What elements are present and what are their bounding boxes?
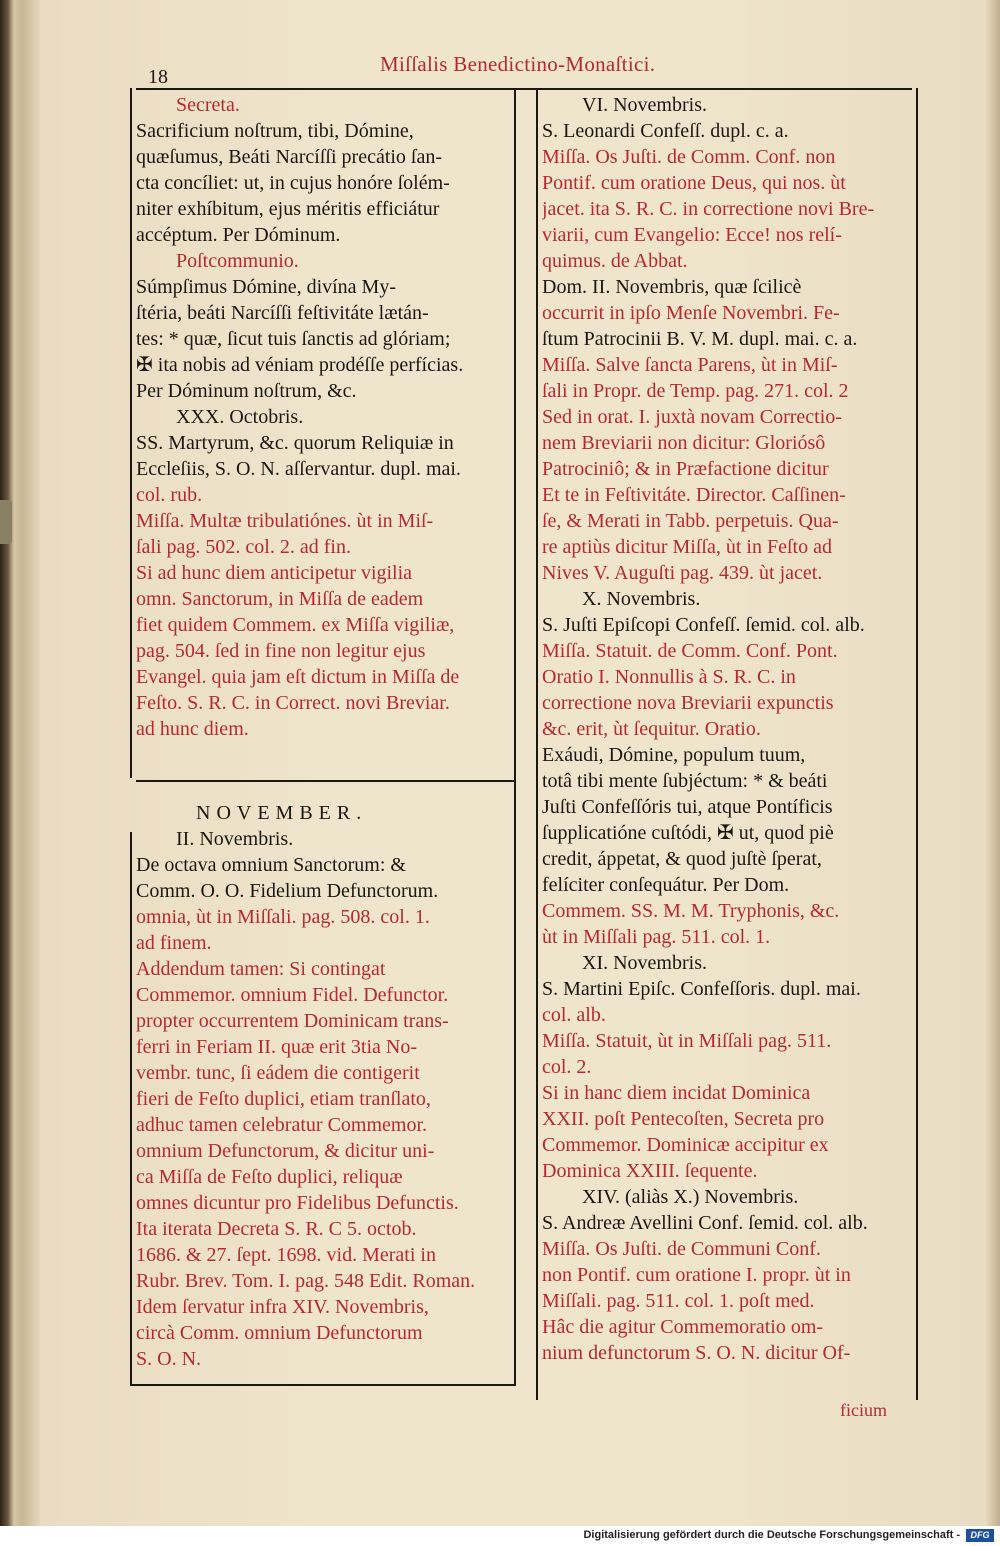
footer-credit: Digitalisierung gefördert durch die Deutsche Forschungsgemeinschaft - xyxy=(583,1529,960,1541)
text-line: credit, áppetat, & quod juſtè ſperat, xyxy=(542,848,822,870)
text-line: S. Juſti Epiſcopi Confeſſ. ſemid. col. alb. xyxy=(542,614,865,636)
text-line: col. rub. xyxy=(136,484,203,506)
text-line: Feſto. S. R. C. in Correct. novi Breviar. xyxy=(136,692,450,714)
text-line: tes: * quæ, ſicut tuis ſanctis ad glóriam; xyxy=(136,328,451,350)
left-bottom-frame-bottom-rule xyxy=(130,1384,516,1386)
text-line: Miſſa. Statuit, ùt in Miſſali pag. 511. xyxy=(542,1030,832,1052)
left-bottom-frame-left-rule xyxy=(130,832,132,1386)
text-line: ſupplicatióne cuſtódi, ✠ ut, quod piè xyxy=(542,822,834,844)
left-column-bottom-text xyxy=(136,800,511,1372)
text-line: propter occurrentem Dominicam trans- xyxy=(136,1010,449,1032)
text-line: ad finem. xyxy=(136,932,212,954)
text-line: Nives V. Auguſti pag. 439. ùt jacet. xyxy=(542,562,823,584)
book-spine-edge xyxy=(0,0,40,1526)
text-line: Oratio I. Nonnullis à S. R. C. in xyxy=(542,666,796,688)
text-line: VI. Novembris. xyxy=(582,94,707,116)
text-line: Si in hanc diem incidat Dominica xyxy=(542,1082,811,1104)
text-line: II. Novembris. xyxy=(176,828,294,850)
text-line: Sacrificium noſtrum, tibi, Dómine, xyxy=(136,120,414,142)
text-line: nem Breviarii non dicitur: Gloriósô xyxy=(542,432,826,454)
text-line: Commem. SS. M. M. Tryphonis, &c. xyxy=(542,900,840,922)
text-line: correctione nova Breviarii expunctis xyxy=(542,692,834,714)
page-clip xyxy=(0,500,12,544)
text-line: Secreta. xyxy=(176,94,240,116)
text-line: jacet. ita S. R. C. in correctione novi Bre- xyxy=(542,198,875,220)
text-line: occurrit in ipſo Menſe Novembri. Fe- xyxy=(542,302,840,324)
text-line: Exáudi, Dómine, populum tuum, xyxy=(542,744,806,766)
text-line: Commemor. Dominicæ accipitur ex xyxy=(542,1134,829,1156)
text-line: omn. Sanctorum, in Miſſa de eadem xyxy=(136,588,424,610)
text-line: Poſtcommunio. xyxy=(176,250,299,272)
text-line: non Pontif. cum oratione I. propr. ùt in xyxy=(542,1264,851,1286)
text-line: Ita iterata Decreta S. R. C 5. octob. xyxy=(136,1218,417,1240)
text-line: ſali pag. 502. col. 2. ad fin. xyxy=(136,536,351,558)
text-line: fieri de Feſto duplici, etiam tranſlato, xyxy=(136,1088,431,1110)
text-line: XXX. Octobris. xyxy=(176,406,304,428)
text-line: Rubr. Brev. Tom. I. pag. 548 Edit. Roman. xyxy=(136,1270,476,1292)
text-line: Pontif. cum oratione Deus, qui nos. ùt xyxy=(542,172,846,194)
text-line: accéptum. Per Dóminum. xyxy=(136,224,341,246)
text-line: Comm. O. O. Fidelium Defunctorum. xyxy=(136,880,439,902)
text-line: omnium Defunctorum, & dicitur uni- xyxy=(136,1140,435,1162)
text-line: Eccleſiis, S. O. N. aſſervantur. dupl. mai. xyxy=(136,458,461,480)
text-line: Per Dóminum noſtrum, &c. xyxy=(136,380,357,402)
text-line: Sed in orat. I. juxtà novam Correctio- xyxy=(542,406,842,428)
text-line: Miſſa. Os Juſti. de Comm. Conf. non xyxy=(542,146,836,168)
left-column-left-rule xyxy=(130,88,132,778)
text-line: De octava omnium Sanctorum: & xyxy=(136,854,406,876)
text-line: Súmpſimus Dómine, divína My- xyxy=(136,276,396,298)
text-line: ùt in Miſſali pag. 511. col. 1. xyxy=(542,926,771,948)
text-line: Hâc die agitur Commemoratio om- xyxy=(542,1316,824,1338)
running-head: Miſſalis Benedictino-Monaſtici. xyxy=(380,52,656,76)
text-line: SS. Martyrum, &c. quorum Reliquiæ in xyxy=(136,432,454,454)
text-line: omnes dicuntur pro Fidelibus Defunctis. xyxy=(136,1192,459,1214)
text-line: felíciter conſequátur. Per Dom. xyxy=(542,874,790,896)
text-line: fiet quidem Commem. ex Miſſa vigiliæ, xyxy=(136,614,455,636)
page-fore-edge xyxy=(986,0,1000,1526)
text-line: pag. 504. ſed in fine non legitur ejus xyxy=(136,640,426,662)
text-line: vembr. tunc, ſi eádem die contigerit xyxy=(136,1062,420,1084)
text-line: S. Leonardi Confeſſ. dupl. c. a. xyxy=(542,120,789,142)
text-line: re aptiùs dicitur Miſſa, ùt in Feſto ad xyxy=(542,536,832,558)
text-line: ſe, & Merati in Tabb. perpetuis. Qua- xyxy=(542,510,839,532)
text-line: ſtum Patrocinii B. V. M. dupl. mai. c. a. xyxy=(542,328,858,350)
section-divider-rule xyxy=(136,780,514,782)
text-line: Miſſa. Salve ſancta Parens, ùt in Miſ- xyxy=(542,354,838,376)
text-line: Dominica XXIII. ſequente. xyxy=(542,1160,758,1182)
text-line: XIV. (aliàs X.) Novembris. xyxy=(582,1186,799,1208)
text-line: S. O. N. xyxy=(136,1348,202,1370)
dfg-logo-icon: DFG xyxy=(966,1529,994,1542)
text-line: NOVEMBER. xyxy=(196,802,368,824)
text-line: Miſſa. Statuit. de Comm. Conf. Pont. xyxy=(542,640,838,662)
text-line: S. Martini Epiſc. Confeſſoris. dupl. mai. xyxy=(542,978,861,1000)
text-line: &c. erit, ùt ſequitur. Oratio. xyxy=(542,718,761,740)
text-line: niter exhíbitum, ejus méritis efficiátur xyxy=(136,198,440,220)
text-line: col. alb. xyxy=(542,1004,606,1026)
left-column-right-rule xyxy=(514,88,516,1386)
page-surface xyxy=(40,0,986,1526)
text-line: ſali in Propr. de Temp. pag. 271. col. 2 xyxy=(542,380,849,402)
digitization-footer xyxy=(0,1526,1000,1546)
text-line: Miſſa. Os Juſti. de Communi Conf. xyxy=(542,1238,821,1260)
text-line: adhuc tamen celebratur Commemor. xyxy=(136,1114,428,1136)
text-line: Commemor. omnium Fidel. Defunctor. xyxy=(136,984,449,1006)
text-line: XI. Novembris. xyxy=(582,952,707,974)
text-line: quimus. de Abbat. xyxy=(542,250,688,272)
text-line: Juſti Confeſſóris tui, atque Pontíficis xyxy=(542,796,833,818)
text-line: Miſſali. pag. 511. col. 1. poſt med. xyxy=(542,1290,815,1312)
right-column-text xyxy=(542,92,917,1366)
text-line: totâ tibi mente ſubjéctum: * & beáti xyxy=(542,770,828,792)
text-line: ſtéria, beáti Narcíſſi feſtivitáte lætán- xyxy=(136,302,429,324)
catchword: ficium xyxy=(840,1400,887,1420)
text-line: S. Andreæ Avellini Conf. ſemid. col. alb. xyxy=(542,1212,868,1234)
text-line: X. Novembris. xyxy=(582,588,701,610)
text-line: omnia, ùt in Miſſali. pag. 508. col. 1. xyxy=(136,906,430,928)
text-line: Miſſa. Multæ tribulatiónes. ùt in Miſ- xyxy=(136,510,434,532)
text-line: ferri in Feriam II. quæ erit 3tia No- xyxy=(136,1036,418,1058)
text-line: Patrociniô; & in Præfactione dicitur xyxy=(542,458,829,480)
text-line: circà Comm. omnium Defunctorum xyxy=(136,1322,423,1344)
text-line: Evangel. quia jam eſt dictum in Miſſa de xyxy=(136,666,460,688)
text-line: viarii, cum Evangelio: Ecce! nos relí- xyxy=(542,224,842,246)
text-line: 1686. & 27. ſept. 1698. vid. Merati in xyxy=(136,1244,436,1266)
right-column-left-rule xyxy=(536,88,538,1400)
text-line: ca Miſſa de Feſto duplici, reliquæ xyxy=(136,1166,403,1188)
text-line: Et te in Feſtivitáte. Director. Caſſinen- xyxy=(542,484,846,506)
page-number: 18 xyxy=(148,66,168,88)
text-line: nium defunctorum S. O. N. dicitur Of- xyxy=(542,1342,851,1364)
text-line: Si ad hunc diem anticipetur vigilia xyxy=(136,562,413,584)
text-line: ad hunc diem. xyxy=(136,718,249,740)
text-line: Addendum tamen: Si contingat xyxy=(136,958,386,980)
text-line: Dom. II. Novembris, quæ ſcilicè xyxy=(542,276,802,298)
left-column-top-text xyxy=(136,92,511,742)
text-line: cta concíliet: ut, in cujus honóre ſolém- xyxy=(136,172,450,194)
top-rule xyxy=(136,88,912,90)
text-line: XXII. poſt Pentecoſten, Secreta pro xyxy=(542,1108,825,1130)
text-line: col. 2. xyxy=(542,1056,592,1078)
text-line: quæſumus, Beáti Narcíſſi precátio ſan- xyxy=(136,146,443,168)
text-line: Idem ſervatur infra XIV. Novembris, xyxy=(136,1296,429,1318)
text-line: ✠ ita nobis ad véniam prodéſſe perfícias. xyxy=(136,354,464,376)
